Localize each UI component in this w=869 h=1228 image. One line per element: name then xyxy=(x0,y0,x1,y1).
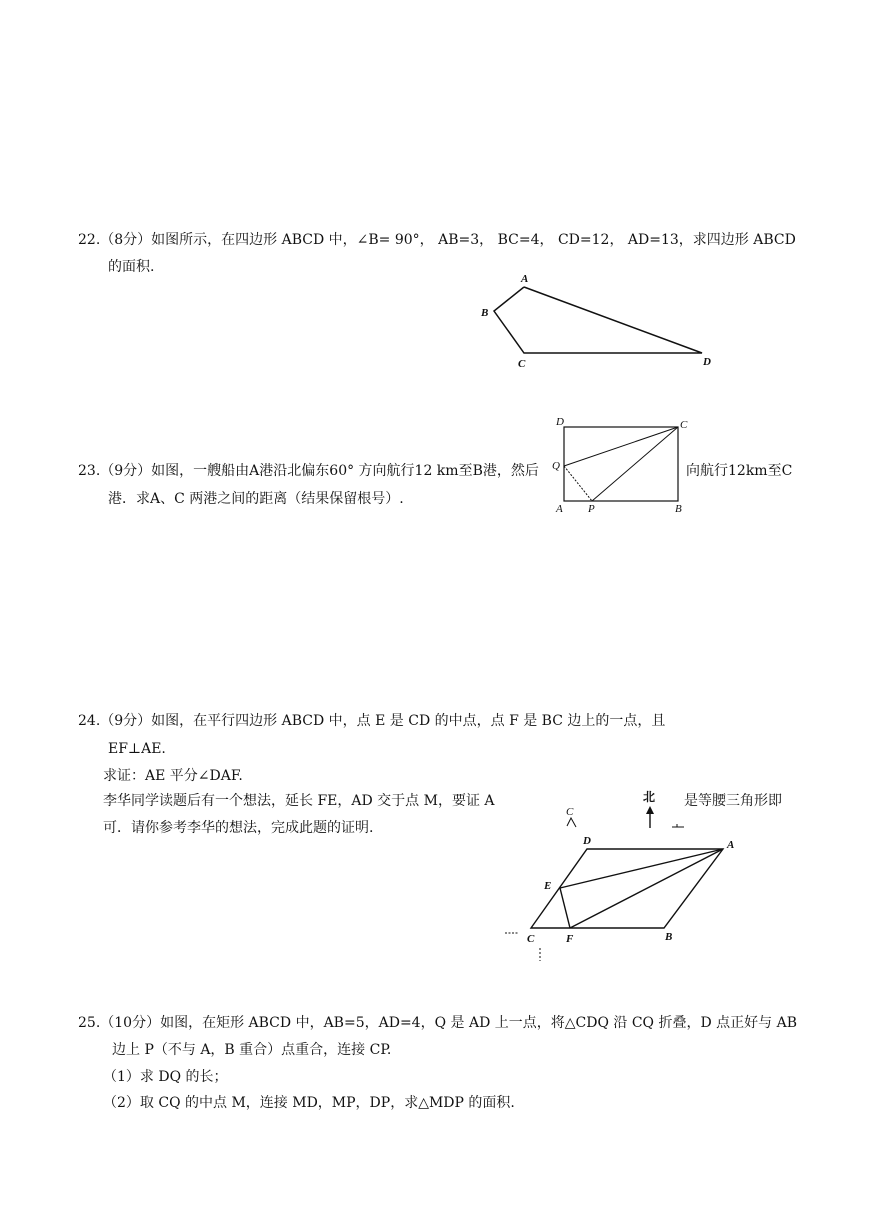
q24-line-4b: 是等腰三角形即 xyxy=(684,793,782,809)
q22-line-1: 22.（8分）如图所示，在四边形 ABCD 中，∠B= 90°， AB=3， BC=4， CD=12， AD=13，求四边形 ABCD xyxy=(78,232,796,248)
q24-label-b: B xyxy=(665,931,673,943)
q22-label-b: B xyxy=(481,307,489,319)
q24-line-1: 24.（9分）如图，在平行四边形 ABCD 中，点 E 是 CD 的中点，点 F 是 BC 边上的一点，且 xyxy=(78,713,666,729)
q24-stray-label-c: C xyxy=(566,806,574,818)
q23-label-c: C xyxy=(680,419,688,431)
q24-stray-angle-mark xyxy=(567,818,576,827)
q23-line-2: 港．求A、C 两港之间的距离（结果保留根号）. xyxy=(108,491,404,507)
q24-line-af xyxy=(570,849,723,928)
q22-label-c: C xyxy=(518,358,526,370)
q24-label-c: C xyxy=(527,933,535,945)
q25-line-4: （2）取 CQ 的中点 M，连接 MD，MP，DP，求△MDP 的面积. xyxy=(103,1095,515,1111)
q24-label-e: E xyxy=(544,880,552,892)
q24-line-5: 可．请你参考李华的想法，完成此题的证明. xyxy=(103,820,374,836)
q23-label-b: B xyxy=(675,503,682,515)
q24-label-a: A xyxy=(727,839,735,851)
q24-north-arrow-head xyxy=(646,806,654,814)
q24-north-label: 北 xyxy=(643,790,656,804)
q24-line-3: 求证：AE 平分∠DAF. xyxy=(103,768,243,784)
q22-label-d: D xyxy=(703,356,711,368)
q24-line-2: EF⊥AE. xyxy=(108,741,166,757)
q23-line-1a: 23.（9分）如图，一艘船由A港沿北偏东60° 方向航行12 km至B港，然后 xyxy=(78,463,539,479)
q23-label-a: A xyxy=(556,503,563,515)
q24-label-f: F xyxy=(566,933,574,945)
q23-label-d: D xyxy=(556,416,564,428)
q24-line-ef xyxy=(560,888,570,928)
q22-label-a: A xyxy=(521,273,529,285)
q23-label-q: Q xyxy=(552,460,560,472)
q22-line-2: 的面积. xyxy=(108,259,155,275)
q24-line-4a: 李华同学读题后有一个想法，延长 FE，AD 交于点 M，要证 A xyxy=(103,793,495,809)
q23-label-p: P xyxy=(588,503,595,515)
q25-line-2: 边上 P（不与 A，B 重合）点重合，连接 CP. xyxy=(112,1042,392,1058)
q25-line-1: 25.（10分）如图，在矩形 ABCD 中，AB=5，AD=4，Q 是 AD 上一点，将△CDQ 沿 CQ 折叠，D 点正好与 AB xyxy=(78,1015,797,1031)
q24-label-d: D xyxy=(583,835,591,847)
q25-line-3: （1）求 DQ 的长； xyxy=(103,1069,228,1085)
q23-line-1b: 向航行12km至C xyxy=(686,463,793,479)
